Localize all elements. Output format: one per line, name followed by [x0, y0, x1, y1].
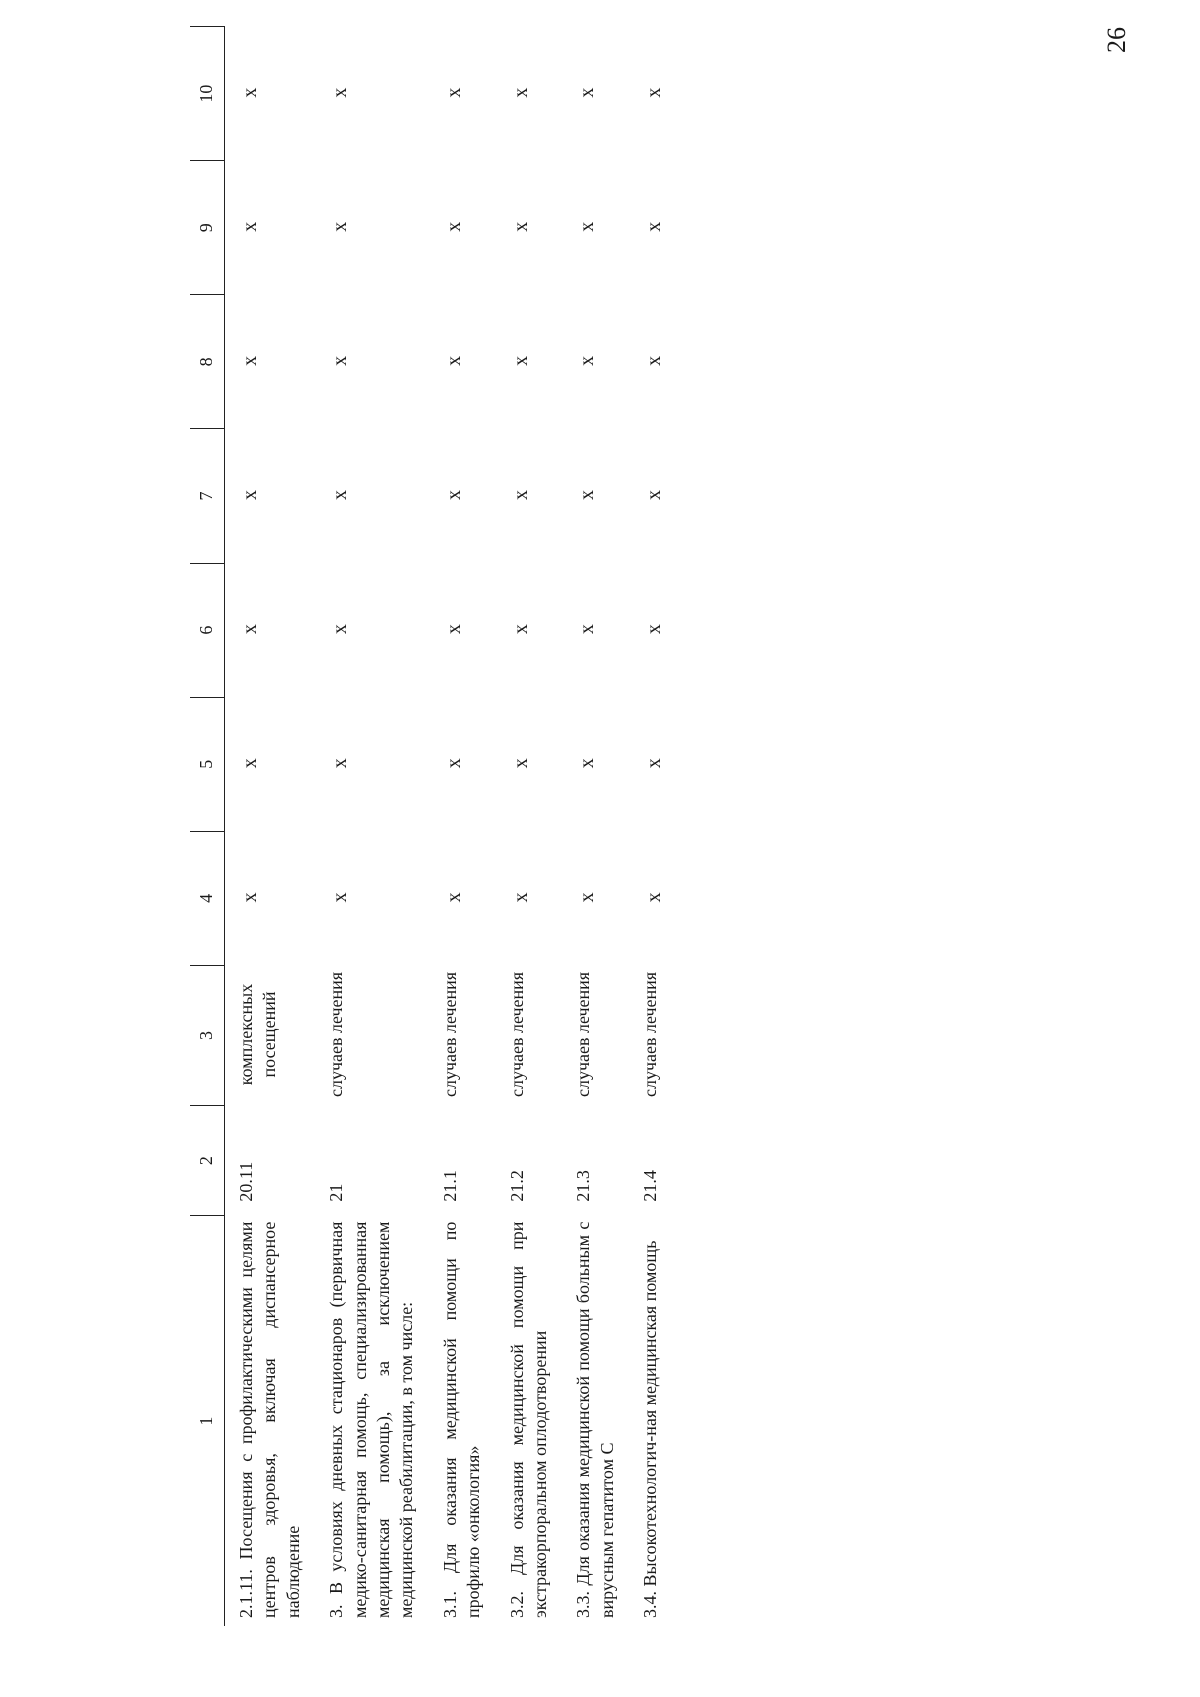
- row-value-col-5: [562, 697, 629, 831]
- cell-value: х: [576, 892, 599, 903]
- cell-value: х: [329, 489, 352, 500]
- row-value-col-5: [496, 697, 563, 831]
- column-header-8: 8: [190, 295, 225, 429]
- table-header: [190, 27, 225, 1627]
- row-value-col-8: [629, 295, 677, 429]
- page-number: 26: [1102, 27, 1131, 53]
- row-name: 3.3. Для оказания медицинской помощи больным с вирусным гепатитом С: [573, 1221, 617, 1618]
- row-value-col-4: [562, 831, 629, 965]
- row-value-col-10: [225, 27, 316, 161]
- row-code: 21.2: [506, 1170, 527, 1202]
- row-value-col-7: [629, 429, 677, 563]
- cell-value: х: [239, 355, 261, 366]
- cell-value: х: [239, 758, 261, 769]
- cell-value: х: [442, 758, 465, 769]
- table-row: [629, 27, 677, 1627]
- row-value-col-4: [225, 831, 316, 965]
- row-value-col-9: [429, 161, 496, 295]
- row-value-col-5: [629, 697, 677, 831]
- table-row: [429, 27, 496, 1627]
- cell-value: х: [643, 87, 666, 98]
- row-value-col-8: [562, 295, 629, 429]
- row-value-col-8: [496, 295, 563, 429]
- column-header-1: 1: [190, 1216, 225, 1626]
- cell-value: х: [576, 87, 599, 98]
- column-header-6: 6: [190, 563, 225, 697]
- row-code: 21.4: [640, 1170, 661, 1202]
- column-header-10: 10: [190, 27, 225, 161]
- row-value-col-6: [629, 563, 677, 697]
- row-value-col-9: [562, 161, 629, 295]
- cell-value: х: [329, 624, 352, 635]
- cell-value: х: [643, 758, 666, 769]
- cell-value: х: [576, 355, 599, 366]
- cell-value: х: [239, 892, 261, 903]
- row-unit: случаев лечения: [640, 971, 661, 1098]
- cell-value: х: [239, 221, 261, 232]
- table-row: [562, 27, 629, 1627]
- row-value-col-4: [629, 831, 677, 965]
- cell-value: х: [329, 892, 352, 903]
- cell-value: х: [509, 892, 532, 903]
- cell-value: х: [442, 892, 465, 903]
- cell-value: х: [643, 624, 666, 635]
- row-value-col-4: [429, 831, 496, 965]
- row-value-col-7: [562, 429, 629, 563]
- cell-value: х: [442, 489, 465, 500]
- row-unit: случаев лечения: [573, 971, 594, 1098]
- cell-value: х: [643, 355, 666, 366]
- data-table: [190, 26, 677, 1626]
- table-row: [225, 27, 316, 1627]
- row-value-col-8: [225, 295, 316, 429]
- cell-value: х: [509, 221, 532, 232]
- cell-value: х: [442, 624, 465, 635]
- column-number-row: [190, 27, 225, 1627]
- row-value-col-7: [429, 429, 496, 563]
- cell-value: х: [329, 87, 352, 98]
- row-value-col-8: [429, 295, 496, 429]
- cell-value: х: [643, 489, 666, 500]
- row-value-col-4: [315, 831, 429, 965]
- row-value-col-6: [225, 563, 316, 697]
- row-value-col-10: [429, 27, 496, 161]
- row-value-col-10: [315, 27, 429, 161]
- row-value-col-9: [629, 161, 677, 295]
- row-value-col-6: [429, 563, 496, 697]
- row-unit: комплексных посещений: [236, 983, 280, 1086]
- row-value-col-7: [315, 429, 429, 563]
- cell-value: х: [509, 624, 532, 635]
- row-value-col-8: [315, 295, 429, 429]
- column-header-5: 5: [190, 697, 225, 831]
- row-unit: случаев лечения: [326, 971, 347, 1098]
- row-name: 3.4. Высокотехнологич-ная медицинская помощь: [640, 1240, 661, 1618]
- row-code: 21.3: [573, 1170, 594, 1202]
- cell-value: х: [576, 758, 599, 769]
- row-value-col-5: [429, 697, 496, 831]
- row-name: 3. В условиях дневных стационаров (первичная медико-санитарная помощь, специализированная медицинская помощь), за исключением медицинской реабилитации, в том числе:: [326, 1221, 417, 1618]
- cell-value: х: [329, 758, 352, 769]
- row-name: 3.2. Для оказания медицинской помощи при экстракорпоральном оплодотворении: [506, 1221, 550, 1618]
- cell-value: х: [576, 624, 599, 635]
- row-value-col-9: [315, 161, 429, 295]
- table-row: [496, 27, 563, 1627]
- cell-value: х: [239, 624, 261, 635]
- rotated-table-container: [190, 26, 1000, 1626]
- cell-value: х: [239, 489, 261, 500]
- row-value-col-10: [496, 27, 563, 161]
- row-value-col-6: [562, 563, 629, 697]
- cell-value: х: [576, 221, 599, 232]
- cell-value: х: [329, 355, 352, 366]
- row-value-col-9: [496, 161, 563, 295]
- column-header-4: 4: [190, 831, 225, 965]
- cell-value: х: [509, 758, 532, 769]
- cell-value: х: [576, 489, 599, 500]
- row-unit: случаев лечения: [439, 971, 460, 1098]
- row-value-col-6: [496, 563, 563, 697]
- cell-value: х: [442, 221, 465, 232]
- row-code: 21.1: [439, 1170, 460, 1202]
- cell-value: х: [509, 489, 532, 500]
- row-code: 20.11: [236, 1161, 256, 1202]
- row-name: 2.1.11. Посещения с профилактическими целями центров здоровья, включая диспансерное наблюдение: [236, 1221, 303, 1618]
- row-value-col-5: [225, 697, 316, 831]
- row-value-col-10: [562, 27, 629, 161]
- row-name: 3.1. Для оказания медицинской помощи по профилю «онкология»: [439, 1221, 484, 1618]
- row-value-col-5: [315, 697, 429, 831]
- cell-value: х: [509, 87, 532, 98]
- cell-value: х: [442, 355, 465, 366]
- row-value-col-6: [315, 563, 429, 697]
- cell-value: х: [442, 87, 465, 98]
- cell-value: х: [643, 221, 666, 232]
- row-value-col-7: [496, 429, 563, 563]
- column-header-7: 7: [190, 429, 225, 563]
- table-row: [315, 27, 429, 1627]
- row-value-col-10: [629, 27, 677, 161]
- column-header-2: 2: [190, 1106, 225, 1216]
- row-value-col-7: [225, 429, 316, 563]
- column-header-3: 3: [190, 965, 225, 1105]
- column-header-9: 9: [190, 161, 225, 295]
- cell-value: х: [329, 221, 352, 232]
- cell-value: х: [239, 87, 261, 98]
- row-value-col-9: [225, 161, 316, 295]
- row-unit: случаев лечения: [506, 971, 527, 1098]
- cell-value: х: [643, 892, 666, 903]
- row-code: 21: [326, 1183, 347, 1202]
- row-value-col-4: [496, 831, 563, 965]
- cell-value: х: [509, 355, 532, 366]
- table-body: [225, 27, 678, 1627]
